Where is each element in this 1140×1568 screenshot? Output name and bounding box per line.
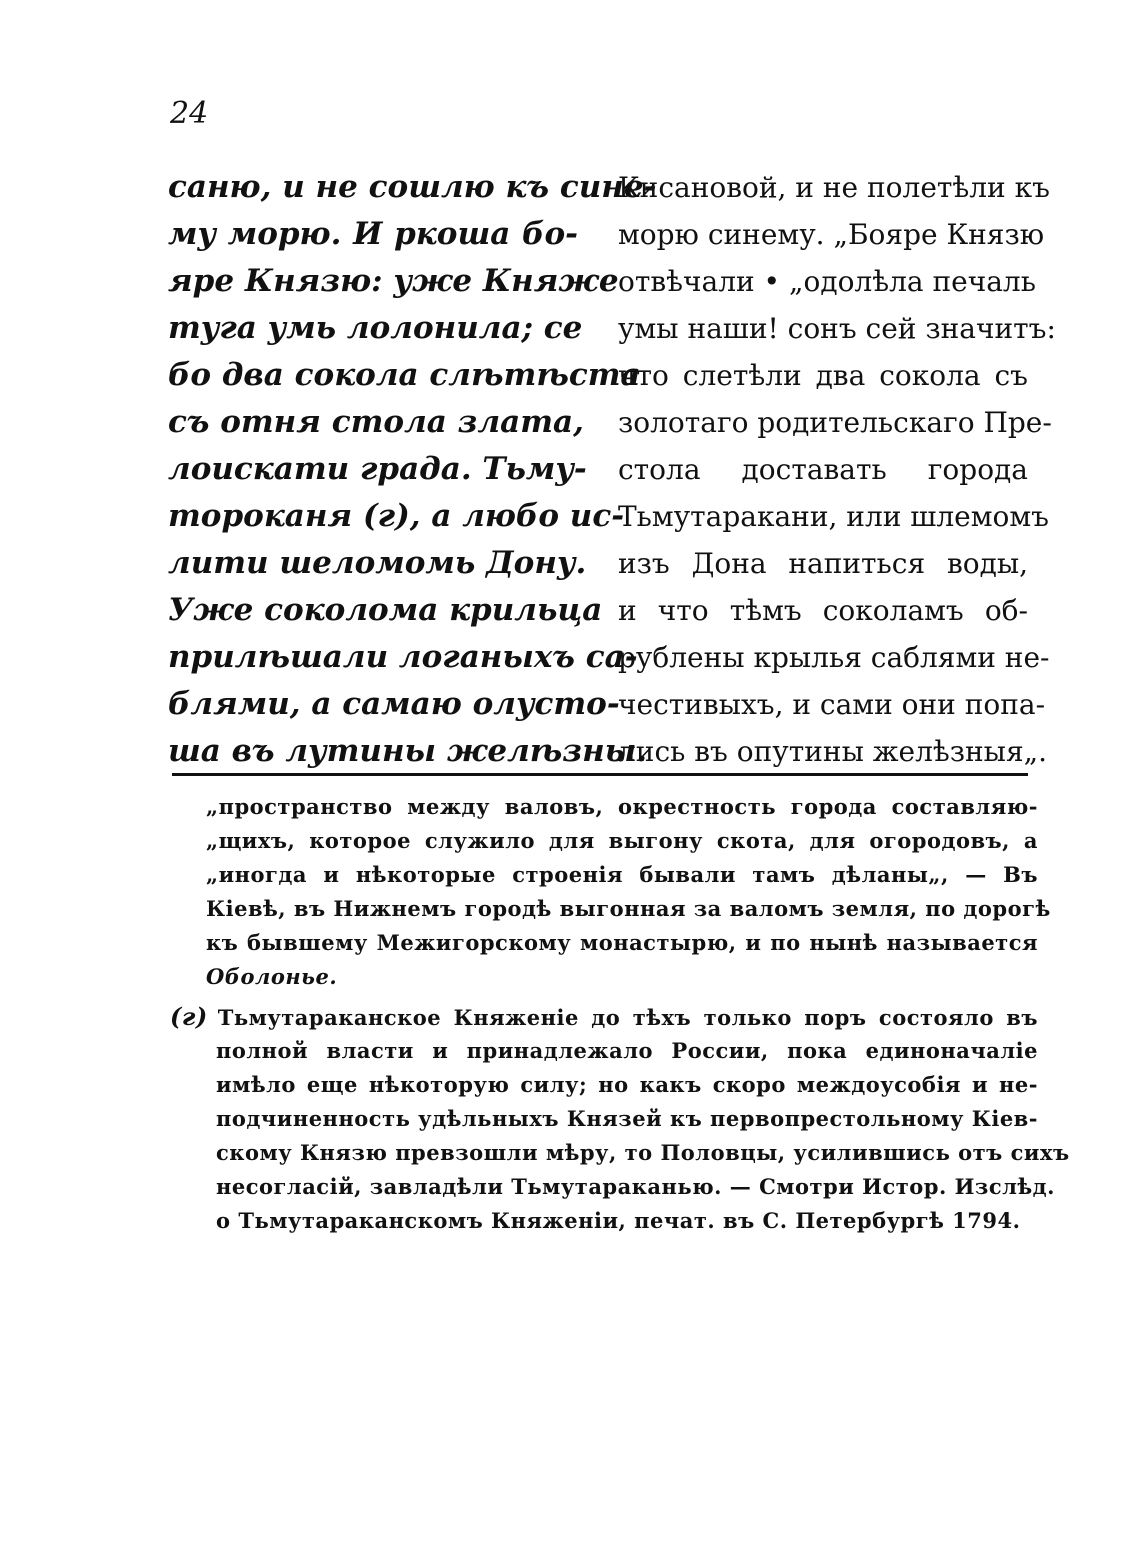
footnote-g (170, 1000, 1070, 1238)
left-column-text (168, 164, 657, 775)
right-line: Кисановой, и не полетѣли къ (618, 171, 1050, 204)
right-line: и что тѣмъ соколамъ об- (618, 594, 1028, 627)
footnote-line: Кіевѣ, въ Нижнемъ городѣ выгонная за валомъ земля, по дорогѣ (206, 896, 1051, 921)
footnote-line: о Тьмутараканскомъ Княженіи, печат. въ С. Петербургѣ 1794. (216, 1208, 1021, 1233)
right-line: Тьмутаракани, или шлемомъ (618, 500, 1049, 533)
right-line: что слетѣли два сокола съ (618, 359, 1028, 392)
left-line: му морю. И ркоша бо- (168, 216, 578, 252)
footnote-line: подчиненность удѣльныхъ Князей къ первопрестольному Кіев- (216, 1106, 1038, 1131)
footnote-line: къ бывшему Межигорскому монастырю, и по нынѣ называется (206, 930, 1038, 955)
footnote-line-italic: Оболонье. (206, 964, 338, 989)
left-line: лоискати града. Тьму- (168, 451, 587, 487)
right-line: изъ Дона напиться воды, (618, 547, 1028, 580)
left-line: бо два сокола слѣтѣста (168, 357, 641, 393)
page-number: 24 (170, 96, 209, 131)
right-line: умы наши! сонъ сей значитъ: (618, 312, 1056, 345)
footnote-line: „иногда и нѣкоторые строенія бывали тамъ дѣланы„, — Въ (206, 862, 1038, 887)
right-line: отвѣчали • „одолѣла печаль (618, 265, 1036, 298)
left-line: саню, и не сошлю къ сине- (168, 169, 657, 205)
right-column-text (618, 164, 1056, 775)
right-line: стола доставать города (618, 453, 1028, 486)
footnotes (170, 790, 1070, 1238)
footnote-line: „щихъ, которое служило для выгону скота, для огородовъ, а (206, 828, 1038, 853)
footnote-line: полной власти и принадлежало России, пока единоначаліе (216, 1038, 1038, 1063)
left-line: туга умь лолонила; се (168, 310, 583, 346)
right-line: рублены крылья саблями не- (618, 641, 1050, 674)
footnote-line: скому Князю превзошли мѣру, то Половцы, усилившись отъ сихъ (216, 1140, 1070, 1165)
footnote-line: несогласій, завладѣли Тьмутараканью. — Смотри Истор. Изслѣд. (216, 1174, 1055, 1199)
left-line: тороканя (г), а любо ис- (168, 498, 625, 534)
right-line: честивыхъ, и сами они попа- (618, 688, 1046, 721)
left-line: съ отня стола злата, (168, 404, 584, 440)
left-line: блями, а самаю олусто- (168, 686, 620, 722)
left-line: лити шеломомь Дону. (168, 545, 587, 581)
footnote-marker: (г) (170, 1002, 208, 1031)
footnote-continued (170, 790, 1051, 994)
footnote-line: имѣло еще нѣкоторую силу; но какъ скоро междоусобія и не- (216, 1072, 1038, 1097)
footnote-separator-rule (172, 773, 1028, 776)
footnote-line: „пространство между валовъ, окрестность города составляю- (206, 794, 1038, 819)
right-line: морю синему. „Бояре Князю (618, 218, 1045, 251)
left-line: ша въ лутины желѣзны. (168, 733, 648, 769)
left-line: яре Князю: уже Княже (168, 263, 619, 299)
right-line: золотаго родительскаго Пре- (618, 406, 1052, 439)
footnote-first-line (170, 1000, 1038, 1034)
left-line: Уже соколома крильца (168, 592, 603, 628)
right-line: лись въ опутины желѣзныя„. (618, 735, 1048, 768)
footnote-line: Тьмутараканское Княженіе до тѣхъ только поръ состояло въ (217, 1005, 1038, 1030)
left-line: прилѣшали логаныхъ са- (168, 639, 638, 675)
